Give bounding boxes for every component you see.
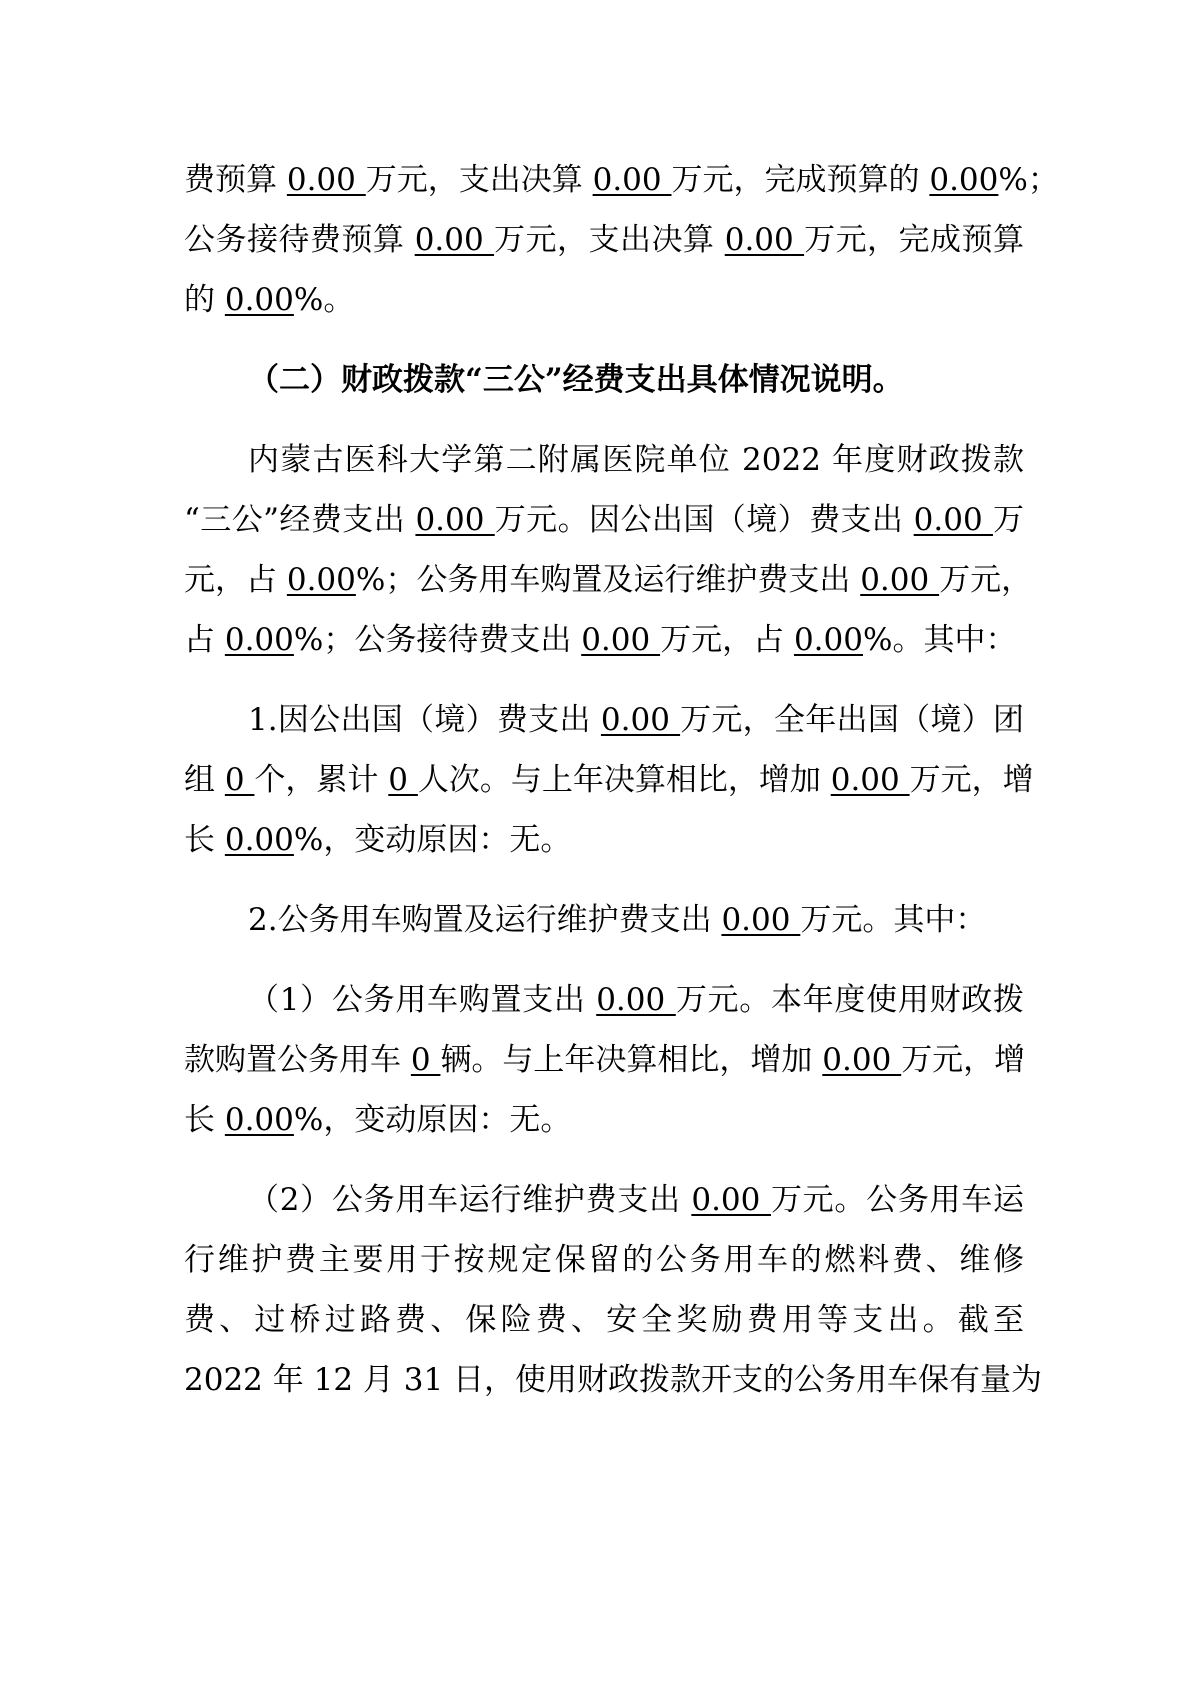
underlined-value: 0.00 (286, 162, 366, 198)
underlined-value: 0.00 (224, 282, 294, 318)
text-line (184, 1028, 1024, 1092)
underlined-value: 0.00 (224, 822, 294, 858)
text-line (184, 748, 1034, 812)
text-run: %；公务用车购置及运行维护费支出 (355, 562, 861, 598)
section-heading (248, 348, 1088, 412)
text-run: 1.因公出国（境）费支出 (248, 702, 601, 738)
text-run: 万元，占 (660, 622, 794, 658)
text-line (248, 688, 1024, 752)
text-run: 万元。其中： (800, 902, 987, 938)
text-line (248, 428, 1024, 492)
text-run: %，变动原因：无。 (293, 1102, 572, 1138)
text-run: 个，累计 (254, 762, 389, 798)
text-run: 万元， (939, 562, 1033, 598)
text-line (184, 808, 1024, 872)
text-line (184, 268, 1024, 332)
underlined-value: 0.00 (224, 622, 294, 658)
text-line (184, 548, 1033, 612)
text-run: 公务接待费预算 (184, 222, 415, 258)
underlined-value: 0.00 (592, 162, 672, 198)
text-line (248, 1168, 1024, 1232)
text-run: %，变动原因：无。 (293, 822, 572, 858)
underlined-value: 0.00 (581, 622, 661, 658)
text-line (184, 488, 1024, 552)
underlined-value: 0.00 (596, 982, 676, 1018)
underlined-value: 0.00 (793, 622, 863, 658)
text-run: 费预算 (184, 162, 287, 198)
text-run: 万元。因公出国（境）费支出 (494, 502, 914, 538)
text-run: %。 (293, 282, 355, 318)
underlined-value: 0.00 (286, 562, 356, 598)
text-run: 万元，完成预算的 (671, 162, 930, 198)
text-run: 万元，增 (909, 762, 1034, 798)
text-run: 万元，全年出国（境）团 (680, 702, 1024, 738)
text-run: 内蒙古医科大学第二附属医院单位 2022 年度财政拨款 (248, 442, 1024, 478)
text-run: 万元，增 (901, 1042, 1026, 1078)
underlined-value: 0.00 (721, 902, 801, 938)
underlined-value: 0.00 (860, 562, 940, 598)
text-run: %； (998, 162, 1059, 198)
text-line (184, 1288, 1024, 1352)
text-run: （1）公务用车购置支出 (248, 982, 597, 1018)
text-run: 万元。本年度使用财政拨 (675, 982, 1024, 1018)
underlined-value: 0.00 (724, 222, 805, 258)
text-line (184, 1228, 1024, 1292)
text-run: 2022 年 12 月 31 日，使用财政拨款开支的公务用车保有量为 (184, 1362, 1043, 1398)
underlined-value: 0 (224, 762, 255, 798)
text-line (184, 208, 1024, 272)
underlined-value: 0.00 (822, 1042, 902, 1078)
text-run: %；公务接待费支出 (293, 622, 582, 658)
text-run: 长 (184, 1102, 225, 1138)
text-line (184, 608, 1024, 672)
underlined-value: 0.00 (414, 222, 495, 258)
text-run: 万元，完成预算 (804, 222, 1024, 258)
text-run: 万 (992, 502, 1024, 538)
text-run: 2.公务用车购置及运行维护费支出 (248, 902, 722, 938)
text-run: 万元，支出决算 (494, 222, 725, 258)
text-run: 万元，支出决算 (365, 162, 593, 198)
text-line (184, 148, 1059, 212)
text-run: 占 (184, 622, 225, 658)
text-line (248, 968, 1024, 1032)
text-run: 人次。与上年决算相比，增加 (417, 762, 831, 798)
underlined-value: 0.00 (929, 162, 999, 198)
underlined-value: 0.00 (224, 1102, 294, 1138)
underlined-value: 0 (388, 762, 418, 798)
text-run: 元，占 (184, 562, 287, 598)
text-run: %。其中： (862, 622, 1017, 658)
underlined-value: 0.00 (830, 762, 910, 798)
text-run: 辆。与上年决算相比，增加 (440, 1042, 823, 1078)
heading-text: （二）财政拨款“三公”经费支出具体情况说明。 (248, 362, 904, 398)
text-run: 行维护费主要用于按规定保留的公务用车的燃料费、维修 (184, 1242, 1024, 1278)
text-run: 组 (184, 762, 225, 798)
underlined-value: 0.00 (913, 502, 993, 538)
text-run: 款购置公务用车 (184, 1042, 411, 1078)
underlined-value: 0.00 (600, 702, 681, 738)
text-run: 万元。公务用车运 (770, 1182, 1024, 1218)
text-run: “三公”经费支出 (184, 502, 416, 538)
underlined-value: 0 (410, 1042, 441, 1078)
underlined-value: 0.00 (415, 502, 495, 538)
text-run: （2）公务用车运行维护费支出 (248, 1182, 692, 1218)
underlined-value: 0.00 (691, 1182, 771, 1218)
text-run: 费、过桥过路费、保险费、安全奖励费用等支出。截至 (184, 1302, 1024, 1338)
text-line (248, 888, 1024, 952)
text-line (184, 1088, 1024, 1152)
text-run: 的 (184, 282, 225, 318)
text-run: 长 (184, 822, 225, 858)
text-line (184, 1348, 1043, 1412)
